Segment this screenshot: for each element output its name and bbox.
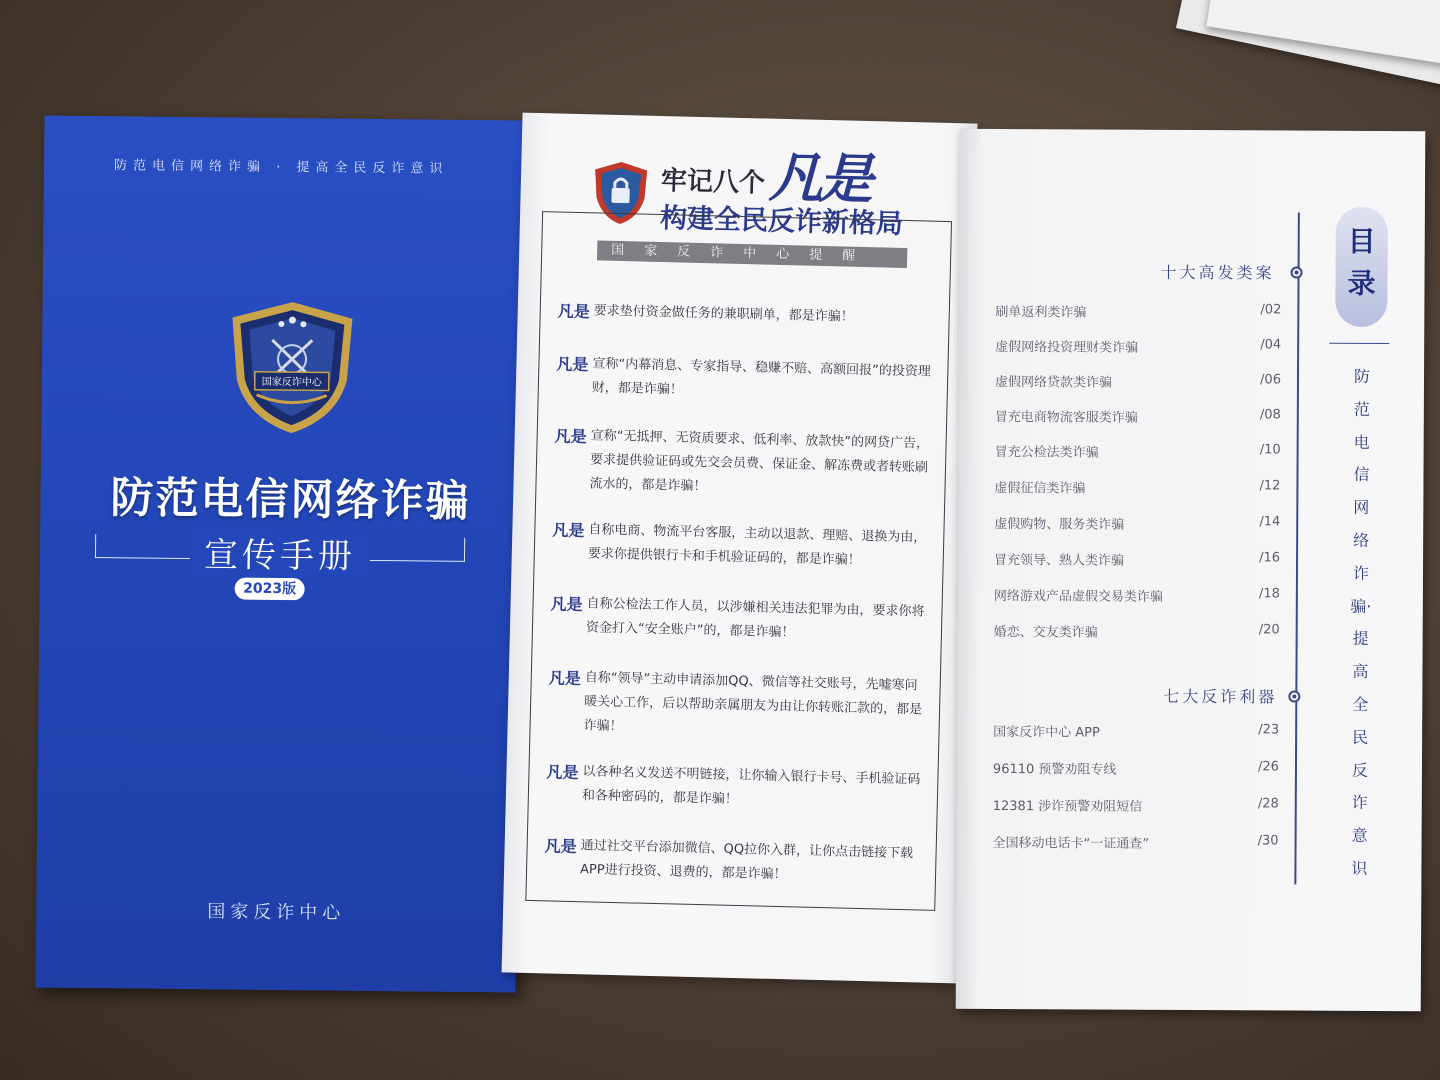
reminder-bar: 国家反诈中心提醒 xyxy=(597,240,907,268)
heading-line-1: 牢记八个 xyxy=(660,165,766,199)
cover-subtitle: 宣传手册 xyxy=(190,527,371,578)
brochure-cover xyxy=(35,116,524,993)
rule-text: 通过社交平台添加微信、QQ拉你入群，让你点击链接下载APP进行投资、退费的，都是诈骗！ xyxy=(579,838,914,883)
toc-item[interactable]: 婚恋、交友类诈骗 /20 xyxy=(993,622,1280,641)
cover-footer: 国家反诈中心 xyxy=(207,901,346,924)
rule-label: 凡是 xyxy=(554,426,587,447)
rules-page xyxy=(502,113,978,984)
cover-title: 防范电信网络诈骗 xyxy=(110,473,471,527)
toc-item[interactable]: 刷单返利类诈骗 /02 xyxy=(995,302,1282,321)
toc-item[interactable]: 网络游戏产品虚假交易类诈骗 /18 xyxy=(993,586,1280,605)
toc-title-pill: 目录 xyxy=(1335,207,1388,327)
anti-fraud-badge-icon xyxy=(226,299,357,435)
section-title: 七大反诈利器 xyxy=(1163,686,1278,707)
rule-label: 凡是 xyxy=(557,301,590,322)
rule-label: 凡是 xyxy=(546,762,579,783)
rule-label: 凡是 xyxy=(544,836,577,857)
rule-label: 凡是 xyxy=(548,668,582,689)
toc-item[interactable]: 96110 预警劝阻专线 /26 xyxy=(992,759,1280,778)
timeline-dot xyxy=(1288,691,1300,703)
rule-text: 以各种名义发送不明链接，让你输入银行卡号、手机验证码和各种密码的，都是诈骗！ xyxy=(581,764,921,808)
rule-label: 凡是 xyxy=(556,354,589,375)
rule-label: 凡是 xyxy=(550,594,583,615)
rule-text: 要求垫付资金做任务的兼职刷单，都是诈骗！ xyxy=(593,303,854,325)
rule-text: 自称“领导”主动申请添加QQ、微信等社交账号，先嘘寒问暖关心工作，后以帮助亲属朋友为由让你转账汇款的，都是诈骗！ xyxy=(583,670,923,735)
toc-item[interactable]: 全国移动电话卡“一证通查” /30 xyxy=(992,833,1279,852)
rule-text: 自称电商、物流平台客服，主动以退款、理赔、退换为由，要求你提供银行卡和手机验证码的，都是诈骗！ xyxy=(587,522,927,568)
toc-item[interactable]: 国家反诈中心 APP /23 xyxy=(993,722,1280,741)
rule-text: 宣称“内幕消息、专家指导、稳赚不赔、高额回报”的投资理财，都是诈骗！ xyxy=(591,356,932,398)
timeline-dot xyxy=(1291,267,1303,279)
table-of-contents-page xyxy=(956,129,1426,1011)
toc-item[interactable]: 12381 涉诈预警劝阻短信 /28 xyxy=(992,796,1279,815)
toc-item[interactable]: 虚假购物、服务类诈骗 /14 xyxy=(994,514,1281,533)
vertical-slogan: 防范电信网络诈骗·提高全民反诈意识 xyxy=(1350,366,1372,878)
rule-text: 自称公检法工作人员，以涉嫌相关违法犯罪为由，要求你将资金打入“安全账户”的，都是诈骗！ xyxy=(585,596,925,641)
toc-title-underline xyxy=(1329,343,1389,344)
cover-tagline: 防范电信网络诈骗 · 提高全民反诈意识 xyxy=(113,158,449,177)
timeline-line xyxy=(1294,213,1300,885)
cover-subtitle-frame xyxy=(95,526,466,580)
toc-item[interactable]: 虚假网络贷款类诈骗 /06 xyxy=(994,372,1282,391)
rule-label: 凡是 xyxy=(552,520,585,541)
section-title: 十大高发类案 xyxy=(1160,262,1275,283)
toc-item[interactable]: 冒充电商物流客服类诈骗 /08 xyxy=(994,407,1281,426)
toc-item[interactable]: 虚假征信类诈骗 /12 xyxy=(994,478,1281,497)
heading-line-2: 构建全民反诈新格局 xyxy=(659,202,904,240)
edition-badge: 2023版 xyxy=(235,578,305,601)
svg-text:国家反诈中心: 国家反诈中心 xyxy=(261,376,322,389)
toc-item[interactable]: 虚假网络投资理财类诈骗 /04 xyxy=(995,337,1282,356)
rule-text: 宣称“无抵押、无资质要求、低利率、放款快”的网贷广告，要求提供验证码或先交会员费、保证金、解冻费或者转账刷流水的，都是诈骗！ xyxy=(589,428,930,495)
heading-big-text: 凡是 xyxy=(768,144,870,212)
toc-item[interactable]: 冒充公检法类诈骗 /10 xyxy=(994,442,1281,461)
toc-item[interactable]: 冒充领导、熟人类诈骗 /16 xyxy=(994,550,1281,569)
